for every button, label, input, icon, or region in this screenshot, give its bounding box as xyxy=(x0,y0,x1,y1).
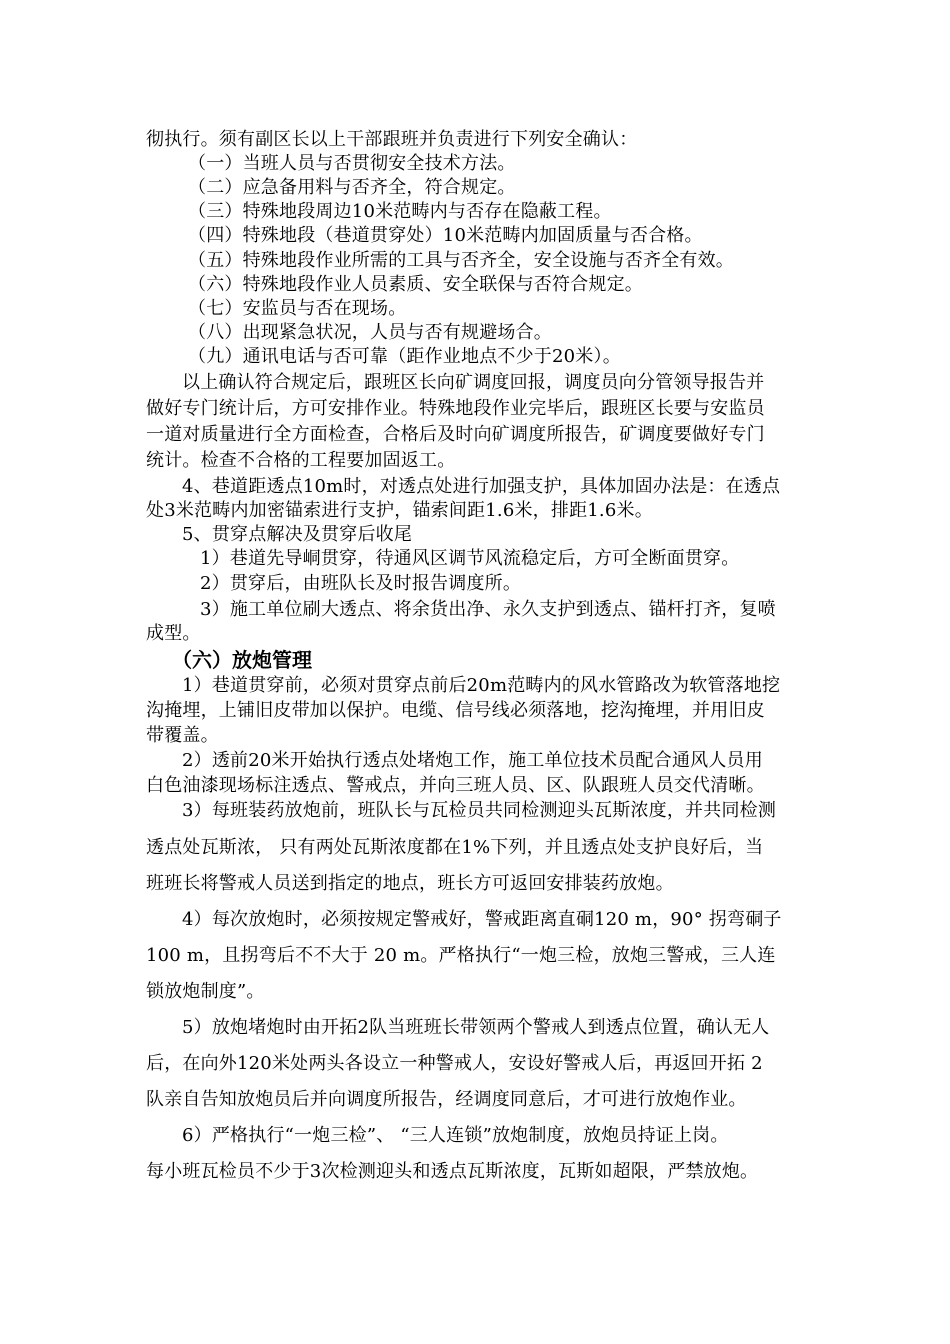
text-line: 沟掩埋，上铺旧皮带加以保护。电缆、信号线必须落地，挖沟掩埋，并用旧皮 xyxy=(146,700,765,721)
text-line: 5）放炮堵炮时由开拓2队当班班长带领两个警戒人到透点位置，确认无人 xyxy=(182,1017,770,1038)
text-line: 带覆盖。 xyxy=(146,725,219,746)
text-line: 彻执行。须有副区长以上干部跟班并负责进行下列安全确认： xyxy=(146,129,638,150)
text-line: 每小班瓦检员不少于3次检测迎头和透点瓦斯浓度，瓦斯如超限，严禁放炮。 xyxy=(146,1161,759,1182)
text-line: 统计。检查不合格的工程要加固返工。 xyxy=(146,450,456,471)
text-line: （一）当班人员与否贯彻安全技术方法。 xyxy=(188,153,516,174)
text-line: 4）每次放炮时，必须按规定警戒好，警戒距离直硐120 m，90° 拐弯硐子 xyxy=(182,909,782,930)
text-line: 4、巷道距透点10m时，对透点处进行加强支护，具体加固办法是：在透点 xyxy=(182,476,781,497)
text-line: 做好专门统计后，方可安排作业。特殊地段作业完毕后，跟班区长要与安监员 xyxy=(146,398,765,419)
text-line: （二）应急备用料与否齐全，符合规定。 xyxy=(188,177,516,198)
text-line: 以上确认符合规定后，跟班区长向矿调度回报，调度员向分管领导报告并 xyxy=(182,372,765,393)
text-line: 1）巷道先导峒贯穿，待通风区调节风流稳定后，方可全断面贯穿。 xyxy=(200,548,740,569)
text-line: 成型。 xyxy=(146,623,201,644)
text-line: （七）安监员与否在现场。 xyxy=(188,298,407,319)
text-line: 队亲自告知放炮员后并向调度所报告，经调度同意后，才可进行放炮作业。 xyxy=(146,1089,747,1110)
text-line: 2）贯穿后，由班队长及时报告调度所。 xyxy=(200,573,522,594)
text-line: 班班长将警戒人员送到指定的地点，班长方可返回安排装药放炮。 xyxy=(146,873,674,894)
text-line: （九）通讯电话与否可靠（距作业地点不少于20米）。 xyxy=(188,346,621,367)
text-line: （四）特殊地段（巷道贯穿处）10米范畴内加固质量与否合格。 xyxy=(188,225,703,246)
text-line: 锁放炮制度”。 xyxy=(146,981,265,1002)
text-line: 一道对质量进行全方面检查，合格后及时向矿调度所报告，矿调度要做好专门 xyxy=(146,424,765,445)
text-line: （五）特殊地段作业所需的工具与否齐全，安全设施与否齐全有效。 xyxy=(188,250,734,271)
text-line: （三）特殊地段周边10米范畴内与否存在隐蔽工程。 xyxy=(188,201,612,222)
text-line: 后，在向外120米处两头各设立一种警戒人，安设好警戒人后，再返回开拓 2 xyxy=(146,1053,763,1074)
text-line: 2）透前20米开始执行透点处堵炮工作，施工单位技术员配合通风人员用 xyxy=(182,750,763,771)
text-line: （六）特殊地段作业人员素质、安全联保与否符合规定。 xyxy=(188,274,643,295)
text-line: 5、贯穿点解决及贯穿后收尾 xyxy=(182,524,413,545)
text-line: 1）巷道贯穿前，必须对贯穿点前后20m范畴内的风水管路改为软管落地挖 xyxy=(182,675,781,696)
text-line: 处3米范畴内加密锚索进行支护，锚索间距1.6米，排距1.6米。 xyxy=(146,500,653,521)
text-line: 100 m，且拐弯后不不大于 20 m。严格执行“一炮三检，放炮三警戒，三人连 xyxy=(146,945,776,966)
text-line: 3）施工单位刷大透点、将余货出净、永久支护到透点、锚杆打齐，复喷 xyxy=(200,599,776,620)
section-heading: （六）放炮管理 xyxy=(172,648,312,672)
text-line: 透点处瓦斯浓， 只有两处瓦斯浓度都在1%下列，并且透点处支护良好后，当 xyxy=(146,837,764,858)
text-line: 6）严格执行“一炮三检”、 “三人连锁”放炮制度，放炮员持证上岗。 xyxy=(182,1125,729,1146)
text-line: 白色油漆现场标注透点、警戒点，并向三班人员、区、队跟班人员交代清晰。 xyxy=(146,775,765,796)
text-line: （八）出现紧急状况，人员与否有规避场合。 xyxy=(188,322,552,343)
text-line: 3）每班装药放炮前，班队长与瓦检员共同检测迎头瓦斯浓度，并共同检测 xyxy=(182,800,777,821)
